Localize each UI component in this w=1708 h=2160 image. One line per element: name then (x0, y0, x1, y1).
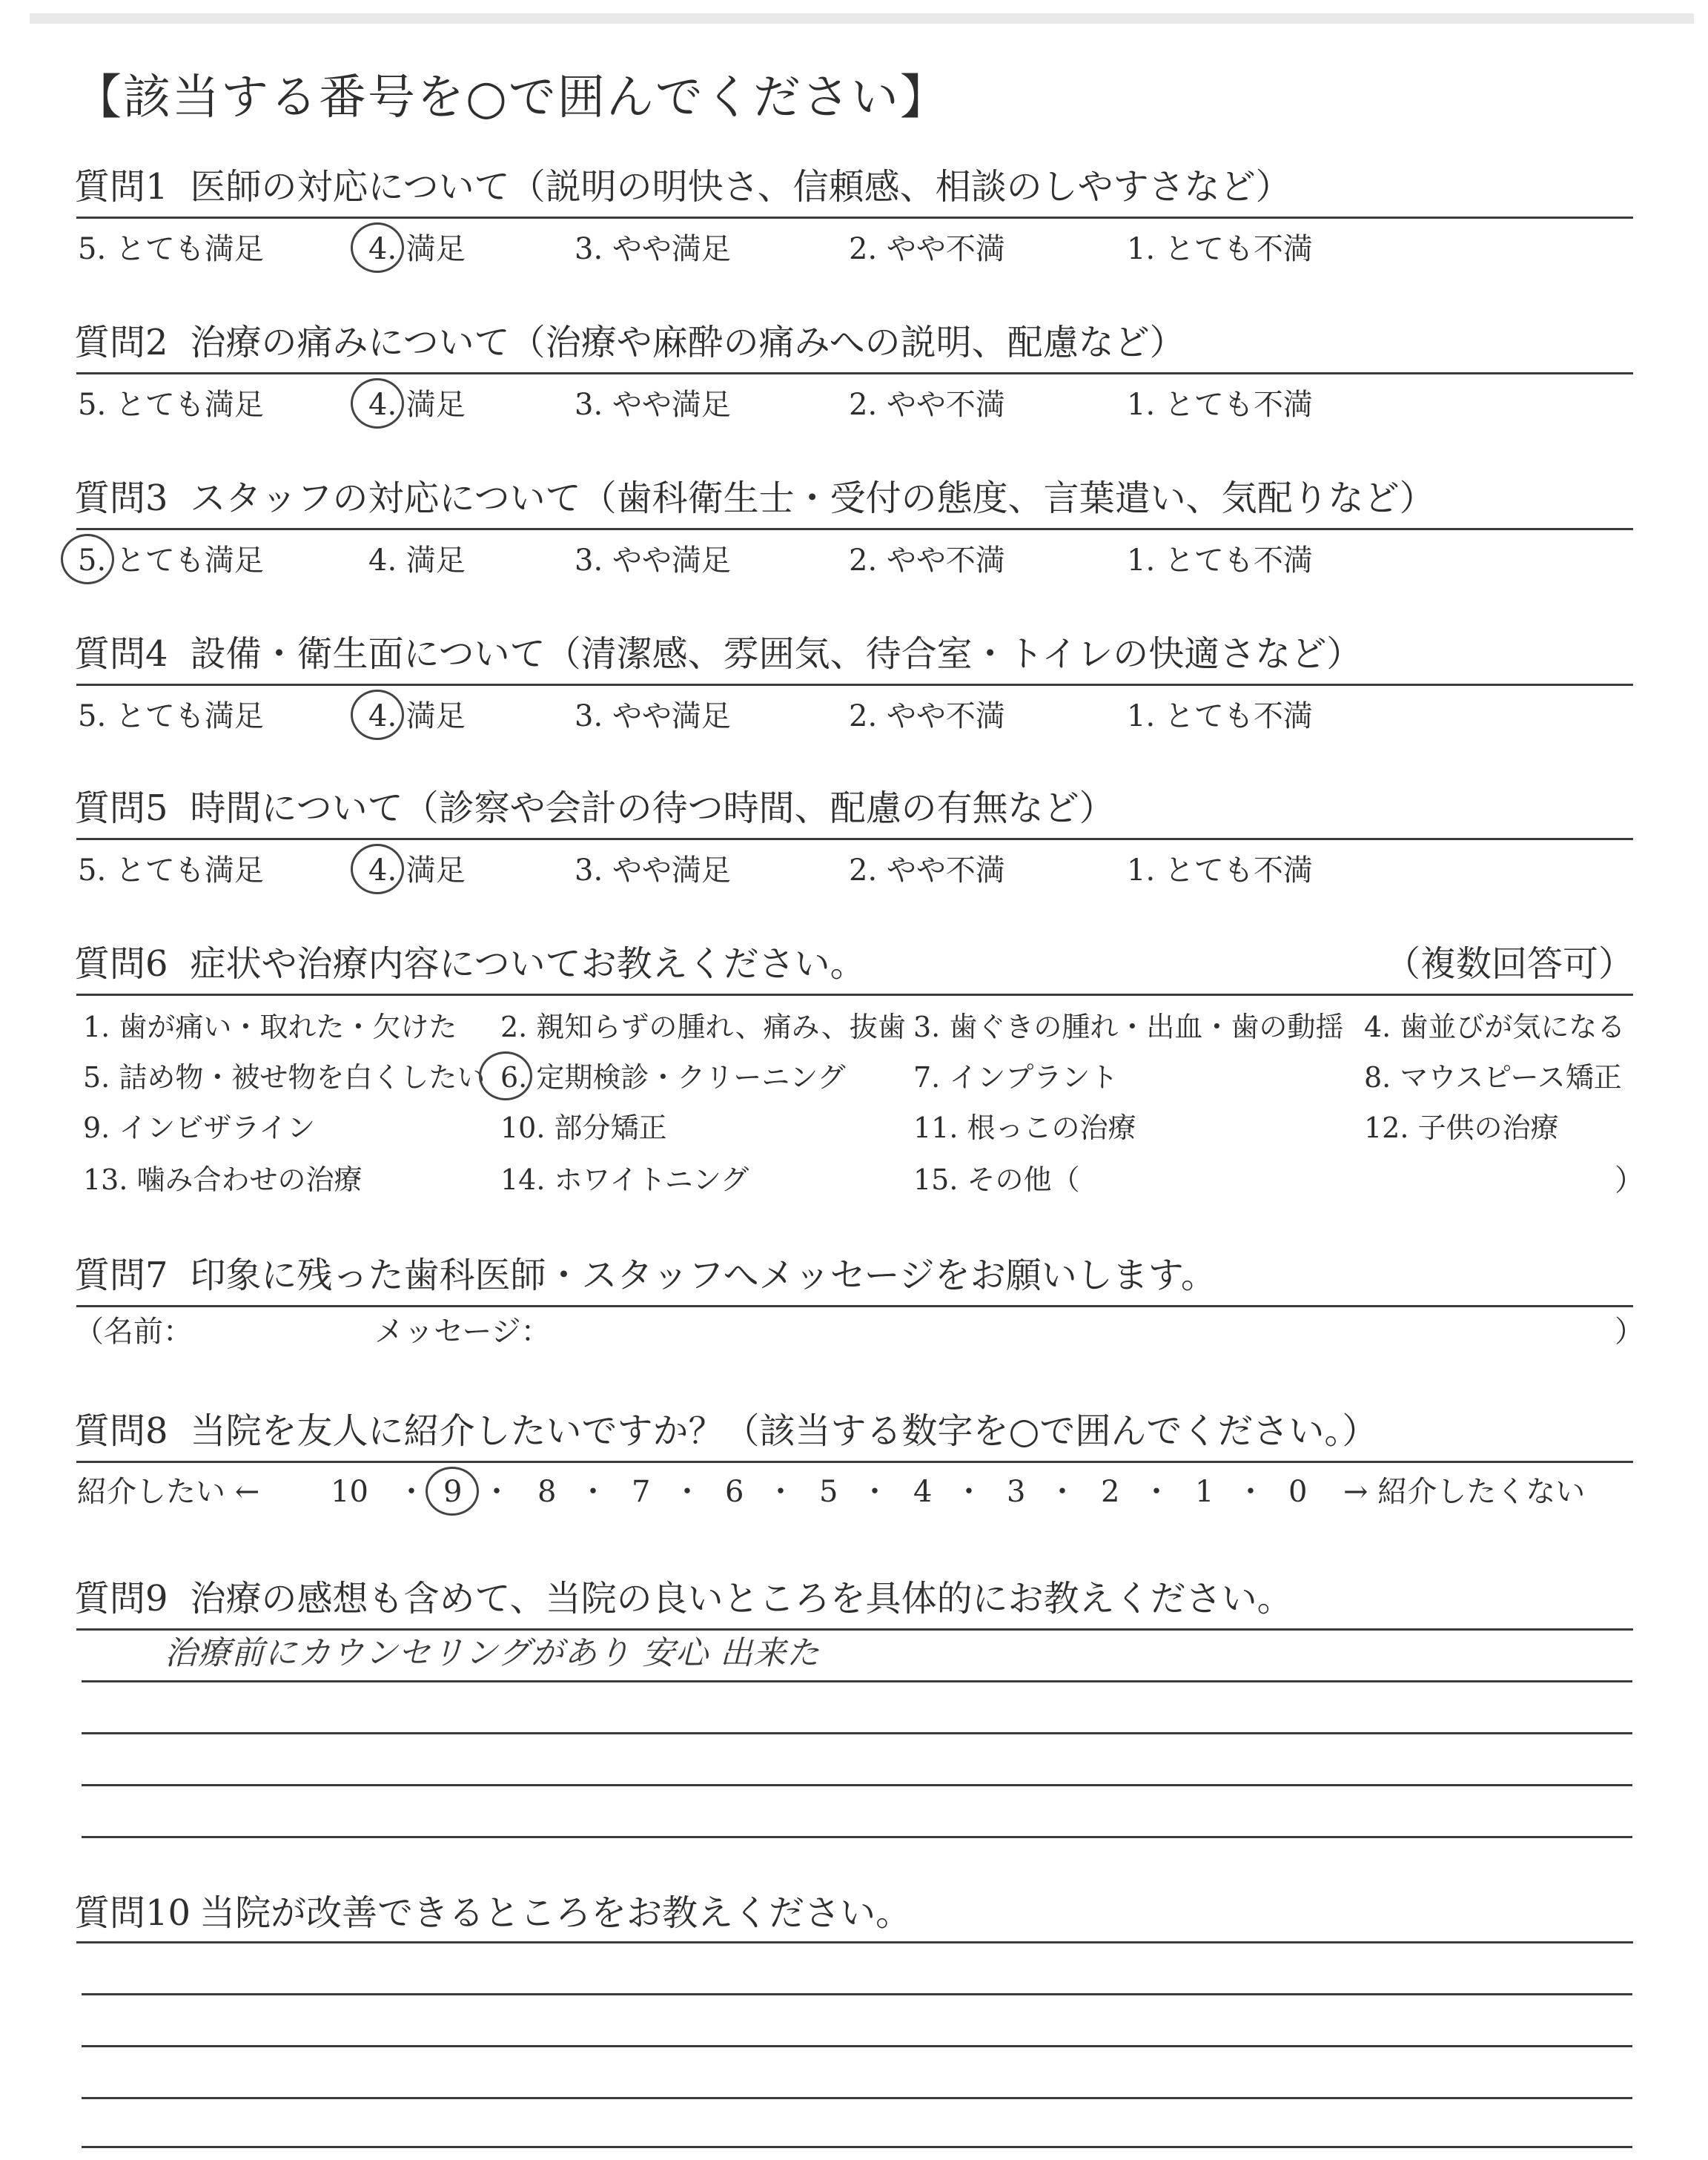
q4-option-2[interactable]: 2. やや不満 (849, 699, 1005, 733)
q6-option-2[interactable]: 2. 親知らずの腫れ、痛み、抜歯 (500, 1011, 906, 1043)
q5-label: 質問5 (74, 787, 168, 829)
q5-title (74, 787, 1115, 829)
q8-selection-circle (426, 1467, 479, 1516)
q6-selection-circle (479, 1051, 532, 1100)
q8-left-label: 紹介したい ← (77, 1475, 260, 1509)
q10-label: 質問10 (74, 1892, 191, 1934)
q4-option-4[interactable]: 4. 満足 (368, 699, 466, 733)
q3-title (74, 478, 1435, 519)
q8-scale-5[interactable]: 5 (819, 1475, 838, 1509)
q3-label: 質問3 (74, 478, 168, 519)
q6-option-5[interactable]: 5. 詰め物・被せ物を白くしたい (83, 1061, 486, 1094)
q3-option-2[interactable]: 2. やや不満 (849, 544, 1005, 578)
q4-selection-circle (351, 690, 404, 740)
q8-separator: ・ (860, 1475, 890, 1509)
q4-option-1[interactable]: 1. とても不満 (1127, 699, 1313, 733)
q5-option-3[interactable]: 3. やや満足 (575, 853, 731, 888)
q6-option-3[interactable]: 3. 歯ぐきの腫れ・出血・歯の動揺 (913, 1011, 1344, 1043)
q9-text: 治療の感想も含めて、当院の良いところを具体的にお教えください。 (190, 1578, 1293, 1619)
q9-label: 質問9 (74, 1578, 168, 1619)
q10-title (74, 1892, 912, 1934)
q7-name-label: （名前： (74, 1315, 193, 1349)
q7-label: 質問7 (74, 1255, 168, 1296)
q6-option-11[interactable]: 11. 根っこの治療 (913, 1112, 1136, 1144)
q4-rule (76, 684, 1633, 686)
q1-label: 質問1 (74, 166, 168, 208)
q7-message-label: メッセージ： (374, 1315, 551, 1349)
q1-rule (76, 217, 1633, 219)
q4-label: 質問4 (74, 633, 168, 675)
q5-option-5[interactable]: 5. とても満足 (78, 853, 264, 888)
q8-separator: ・ (1236, 1475, 1265, 1509)
q10-writing-line (82, 2097, 1632, 2099)
q8-scale-1[interactable]: 1 (1195, 1475, 1214, 1509)
q6-label: 質問6 (74, 943, 168, 985)
q4-text: 設備・衛生面について（清潔感、雰囲気、待合室・トイレの快適さなど） (190, 633, 1363, 675)
q6-option-8[interactable]: 8. マウスピース矯正 (1364, 1061, 1622, 1094)
q8-label: 質問8 (74, 1410, 168, 1452)
q4-option-5[interactable]: 5. とても満足 (78, 699, 264, 733)
scan-edge (30, 13, 1694, 24)
q8-separator: ・ (1047, 1475, 1077, 1509)
q9-title (74, 1578, 1293, 1619)
q6-option-1[interactable]: 1. 歯が痛い・取れた・欠けた (83, 1011, 457, 1043)
q10-writing-line (82, 1993, 1632, 1995)
q3-option-5[interactable]: 5. とても満足 (78, 544, 264, 578)
q9-writing-line (82, 1784, 1632, 1786)
q5-option-1[interactable]: 1. とても不満 (1127, 853, 1313, 888)
q8-separator: ・ (578, 1475, 608, 1509)
q6-option-9[interactable]: 9. インビザライン (83, 1112, 316, 1144)
q8-title (74, 1410, 1378, 1452)
q6-title (74, 943, 866, 985)
q1-option-2[interactable]: 2. やや不満 (849, 232, 1005, 266)
q7-close-paren: ） (1615, 1315, 1644, 1349)
q8-separator: ・ (397, 1475, 426, 1509)
q8-separator: ・ (1142, 1475, 1171, 1509)
q8-scale-6[interactable]: 6 (725, 1475, 744, 1509)
q2-option-5[interactable]: 5. とても満足 (78, 388, 264, 422)
q8-scale-10[interactable]: 10 (331, 1475, 368, 1509)
q5-text: 時間について（診察や会計の待つ時間、配慮の有無など） (190, 787, 1115, 829)
q5-selection-circle (351, 844, 404, 894)
q4-option-3[interactable]: 3. やや満足 (575, 699, 731, 733)
q10-writing-line (82, 2045, 1632, 2047)
q6-other-close-paren: ） (1615, 1163, 1644, 1198)
q3-option-1[interactable]: 1. とても不満 (1127, 544, 1313, 578)
q8-scale-7[interactable]: 7 (632, 1475, 651, 1509)
q4-title (74, 633, 1363, 675)
q3-option-3[interactable]: 3. やや満足 (575, 544, 731, 578)
q5-option-4[interactable]: 4. 満足 (368, 853, 466, 888)
q6-option-10[interactable]: 10. 部分矯正 (500, 1112, 667, 1144)
q10-writing-line (82, 2146, 1632, 2148)
q6-option-6[interactable]: 6. 定期検診・クリーニング (500, 1061, 846, 1094)
q3-rule (76, 528, 1633, 530)
q3-text: スタッフの対応について（歯科衛生士・受付の態度、言葉遣い、気配りなど） (190, 478, 1435, 519)
q6-option-7[interactable]: 7. インプラント (913, 1061, 1119, 1094)
q8-scale-3[interactable]: 3 (1007, 1475, 1026, 1509)
q8-separator: ・ (672, 1475, 702, 1509)
q2-label: 質問2 (74, 322, 168, 363)
q3-option-4[interactable]: 4. 満足 (368, 544, 466, 578)
instruction-heading: 【該当する番号を○で囲んでください】 (74, 70, 949, 125)
q8-scale-8[interactable]: 8 (537, 1475, 557, 1509)
q9-writing-line (82, 1836, 1632, 1838)
q10-text: 当院が改善できるところをお教えください。 (199, 1892, 912, 1934)
q6-rule (76, 994, 1633, 996)
q8-rule (76, 1461, 1633, 1463)
q8-separator: ・ (482, 1475, 512, 1509)
q7-text: 印象に残った歯科医師・スタッフへメッセージをお願いします。 (190, 1255, 1217, 1296)
q2-option-3[interactable]: 3. やや満足 (575, 388, 731, 422)
q10-rule (76, 1941, 1633, 1943)
q8-scale-4[interactable]: 4 (913, 1475, 933, 1509)
q1-title (74, 166, 1291, 208)
q8-scale-0[interactable]: 0 (1288, 1475, 1308, 1509)
q7-title (74, 1255, 1217, 1296)
q9-rule (76, 1628, 1633, 1631)
q5-option-2[interactable]: 2. やや不満 (849, 853, 1005, 888)
q6-option-12[interactable]: 12. 子供の治療 (1364, 1112, 1559, 1144)
q6-option-4[interactable]: 4. 歯並びが気になる (1364, 1011, 1626, 1043)
q1-option-5[interactable]: 5. とても満足 (78, 232, 264, 266)
q6-option-15[interactable]: 15. その他（ (913, 1163, 1080, 1196)
q3-selection-circle (61, 534, 114, 584)
q1-option-1[interactable]: 1. とても不満 (1127, 232, 1313, 266)
q6-multiple-answers-note: （複数回答可） (1384, 943, 1634, 985)
q5-rule (76, 838, 1633, 840)
q9-handwritten-answer: 治療前にカウンセリングがあり 安心 出来た (165, 1634, 821, 1672)
q1-text: 医師の対応について（説明の明快さ、信頼感、相談のしやすさなど） (190, 166, 1291, 208)
q2-selection-circle (351, 378, 404, 429)
q9-writing-line (82, 1680, 1632, 1682)
q2-text: 治療の痛みについて（治療や麻酔の痛みへの説明、配慮など） (190, 322, 1185, 363)
q8-separator: ・ (766, 1475, 795, 1509)
q1-selection-circle (351, 222, 404, 273)
q2-option-4[interactable]: 4. 満足 (368, 388, 466, 422)
q1-option-3[interactable]: 3. やや満足 (575, 232, 731, 266)
q9-writing-line (82, 1732, 1632, 1734)
q2-option-2[interactable]: 2. やや不満 (849, 388, 1005, 422)
q2-rule (76, 372, 1633, 374)
q8-text: 当院を友人に紹介したいですか？（該当する数字を○で囲んでください。） (190, 1410, 1378, 1452)
q2-title (74, 322, 1185, 363)
q2-option-1[interactable]: 1. とても不満 (1127, 388, 1313, 422)
q1-option-4[interactable]: 4. 満足 (368, 232, 466, 266)
q8-scale-9[interactable]: 9 (443, 1475, 463, 1509)
q6-text: 症状や治療内容についてお教えください。 (190, 943, 866, 985)
q8-scale-2[interactable]: 2 (1101, 1475, 1120, 1509)
q8-right-label: → 紹介したくない (1343, 1475, 1586, 1509)
q6-option-14[interactable]: 14. ホワイトニング (500, 1163, 749, 1196)
q8-separator: ・ (954, 1475, 984, 1509)
q7-rule (76, 1305, 1633, 1307)
q6-option-13[interactable]: 13. 噛み合わせの治療 (83, 1163, 363, 1196)
